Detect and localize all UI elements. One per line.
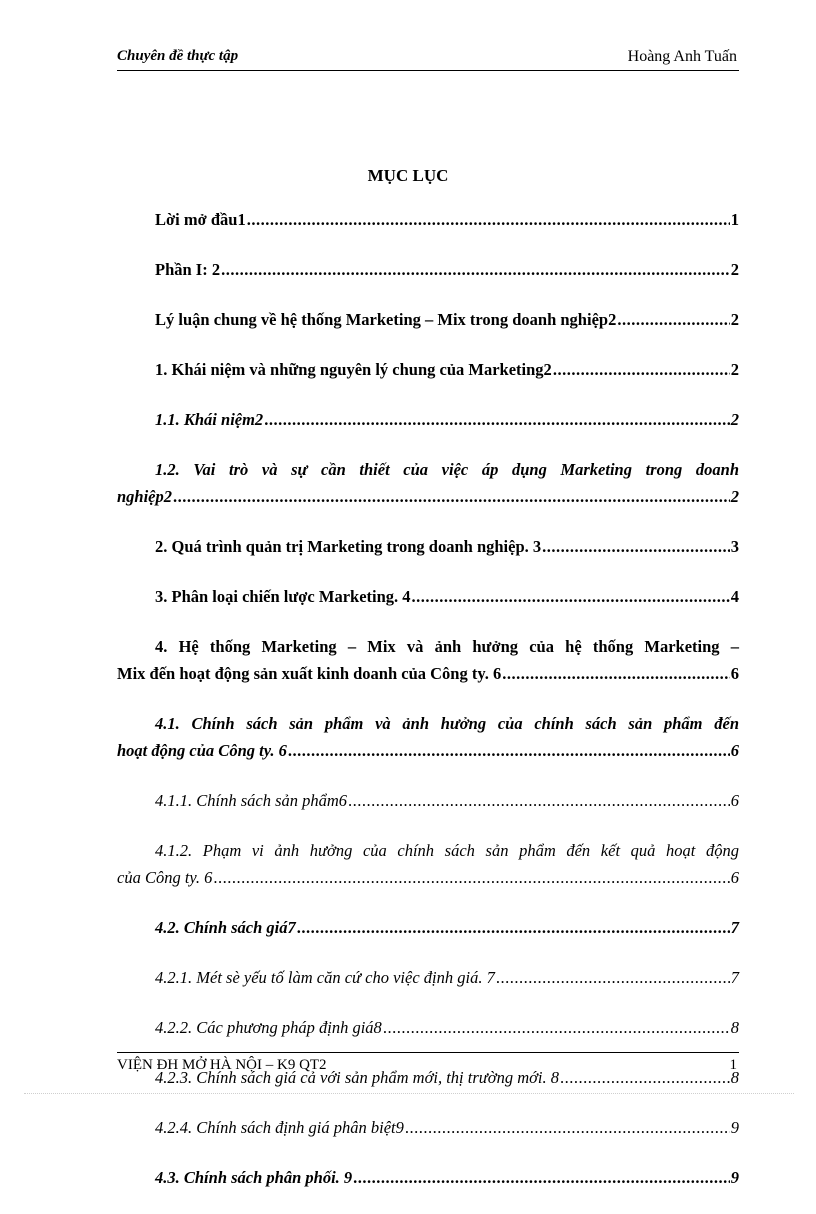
toc-entry-heading-line: 1.2. Vai trò và sự cần thiết của việc áp dụng Marketing trong doanh bbox=[155, 460, 739, 479]
toc-entry-text: 4.3. Chính sách phân phối. 9 bbox=[155, 1168, 353, 1187]
toc-entry[interactable] bbox=[117, 710, 739, 764]
toc-leader-dots bbox=[348, 787, 730, 814]
toc-entry[interactable] bbox=[117, 406, 739, 433]
toc-entry[interactable] bbox=[117, 583, 739, 610]
toc-leader-dots bbox=[496, 964, 730, 991]
toc-entry[interactable] bbox=[117, 206, 739, 233]
toc-entry-text: của Công ty. 6 bbox=[117, 868, 213, 887]
toc-entry[interactable] bbox=[117, 456, 739, 510]
toc-entry[interactable] bbox=[117, 256, 739, 283]
toc-leader-dots bbox=[213, 864, 729, 891]
toc-leader-dots bbox=[412, 583, 730, 610]
toc-entry-heading-line: 4.1. Chính sách sản phẩm và ảnh hưởng của chính sách sản phẩm đến bbox=[155, 714, 739, 733]
toc-entry-page: 4 bbox=[730, 587, 739, 606]
toc-entry-heading-line: 4. Hệ thống Marketing – Mix và ảnh hưởng của hệ thống Marketing – bbox=[155, 637, 739, 656]
footer-page-number: 1 bbox=[729, 1057, 737, 1073]
toc-entry-page: 6 bbox=[730, 664, 739, 683]
page-break-divider bbox=[24, 1093, 794, 1094]
toc-entry-text: 4.1.1. Chính sách sản phẩm6 bbox=[155, 791, 348, 810]
toc-entry-page: 7 bbox=[730, 968, 739, 987]
toc-title: MỤC LỤC bbox=[367, 166, 449, 185]
header-document-type: Chuyên đề thực tập bbox=[117, 48, 239, 64]
toc-entry-text: Lý luận chung về hệ thống Marketing – Mix trong doanh nghiệp2 bbox=[155, 310, 617, 329]
page-footer bbox=[117, 1052, 739, 1073]
toc-entry-text: 4.2. Chính sách giá7 bbox=[155, 918, 296, 937]
toc-entry[interactable] bbox=[117, 633, 739, 687]
toc-entry-page: 9 bbox=[730, 1118, 739, 1137]
toc-leader-dots bbox=[383, 1014, 730, 1041]
toc-leader-dots bbox=[247, 206, 730, 233]
toc-entry-page: 8 bbox=[730, 1018, 739, 1037]
toc-entry-text: 1.1. Khái niệm2 bbox=[155, 410, 264, 429]
toc-entry[interactable] bbox=[117, 964, 739, 991]
toc-entry-page: 8 bbox=[730, 1068, 739, 1087]
toc-leader-dots bbox=[288, 737, 730, 764]
toc-entry-text: 4.2.4. Chính sách định giá phân biệt9 bbox=[155, 1118, 404, 1137]
toc-entry-page: 2 bbox=[730, 310, 739, 329]
toc-entry-text: 4.2.1. Mét sè yếu tố làm căn cứ cho việc định giá. 7 bbox=[155, 968, 495, 987]
toc-entry[interactable] bbox=[117, 1164, 739, 1191]
toc-entry-page: 2 bbox=[730, 260, 739, 279]
toc-leader-dots bbox=[221, 256, 730, 283]
footer-institution: VIỆN ĐH MỞ HÀ NỘI – K9 QT2 bbox=[117, 1057, 327, 1073]
toc-entry-page: 6 bbox=[730, 791, 739, 810]
toc-entry[interactable] bbox=[117, 1114, 739, 1141]
toc-entry[interactable] bbox=[117, 787, 739, 814]
toc-entry-text: Mix đến hoạt động sản xuất kinh doanh của Công ty. 6 bbox=[117, 664, 502, 683]
toc-leader-dots bbox=[553, 356, 730, 383]
toc-leader-dots bbox=[542, 533, 730, 560]
toc-entry-page: 3 bbox=[730, 537, 739, 556]
toc-entry[interactable] bbox=[117, 533, 739, 560]
toc-entry[interactable] bbox=[117, 837, 739, 891]
toc-entry-text: 1. Khái niệm và những nguyên lý chung của Marketing2 bbox=[155, 360, 552, 379]
toc-leader-dots bbox=[405, 1114, 730, 1141]
toc-entry-text: 3. Phân loại chiến lược Marketing. 4 bbox=[155, 587, 411, 606]
toc-entry-text: 4.2.3. Chính sách giá cả với sản phẩm mới, thị trường mới. 8 bbox=[155, 1068, 560, 1087]
header-author: Hoàng Anh Tuấn bbox=[627, 48, 737, 65]
toc-entry-page: 1 bbox=[730, 210, 739, 229]
toc-entry-page: 2 bbox=[730, 360, 739, 379]
toc-entry-page: 2 bbox=[730, 410, 739, 429]
toc-entry[interactable] bbox=[117, 1014, 739, 1041]
toc-entry-text: 4.2.2. Các phương pháp định giá8 bbox=[155, 1018, 382, 1037]
toc-leader-dots bbox=[617, 306, 729, 333]
toc-entry-heading-line: 4.1.2. Phạm vi ảnh hưởng của chính sách sản phẩm đến kết quả hoạt động bbox=[155, 841, 739, 860]
toc-entry-page: 6 bbox=[730, 868, 739, 887]
toc-entry-text: 2. Quá trình quản trị Marketing trong doanh nghiệp. 3 bbox=[155, 537, 542, 556]
toc-entry-page: 6 bbox=[730, 741, 739, 760]
toc-leader-dots bbox=[173, 483, 730, 510]
toc-entry[interactable] bbox=[117, 914, 739, 941]
toc-entry-page: 7 bbox=[730, 918, 739, 937]
page-header bbox=[117, 48, 739, 71]
toc-entry-page: 9 bbox=[730, 1168, 739, 1187]
toc-leader-dots bbox=[264, 406, 730, 433]
toc-leader-dots bbox=[560, 1064, 730, 1091]
toc-leader-dots bbox=[353, 1164, 730, 1191]
toc-entry-text: Phần I: 2 bbox=[155, 260, 221, 279]
toc-entry-text: nghiệp2 bbox=[117, 487, 173, 506]
toc-entry[interactable] bbox=[117, 356, 739, 383]
toc-entry[interactable] bbox=[117, 306, 739, 333]
toc-entry-page: 2 bbox=[730, 487, 739, 506]
toc-leader-dots bbox=[502, 660, 730, 687]
toc-leader-dots bbox=[297, 914, 730, 941]
toc-entry-text: Lời mở đầu1 bbox=[155, 210, 246, 229]
toc-entry-text: hoạt động của Công ty. 6 bbox=[117, 741, 287, 760]
